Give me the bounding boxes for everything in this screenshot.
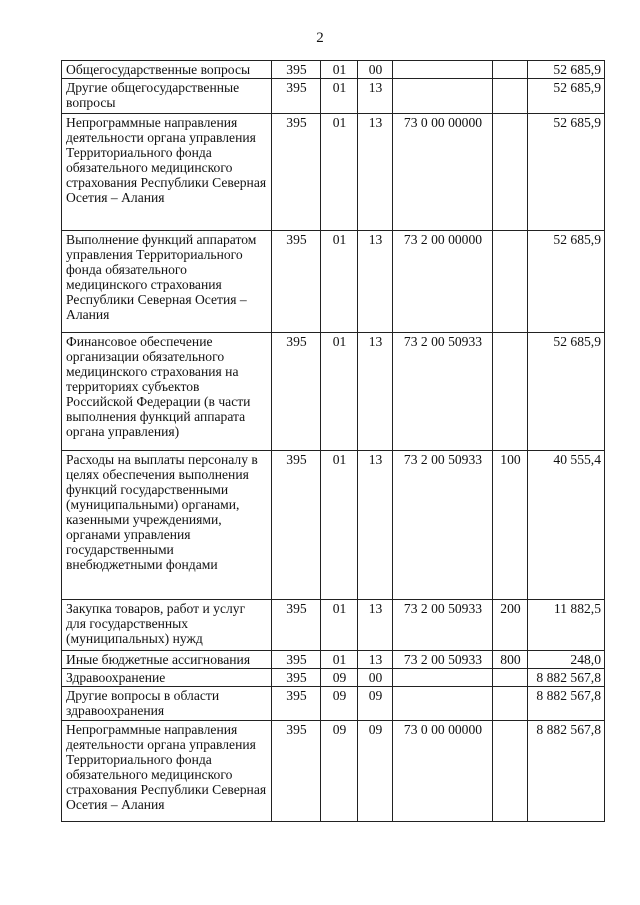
amount-cell: 52 685,9 [528, 114, 605, 231]
grbs-code-cell: 395 [272, 61, 321, 79]
expense-type-cell [493, 687, 528, 721]
expense-name-cell: Иные бюджетные ассигнования [62, 651, 272, 669]
grbs-code-cell: 395 [272, 231, 321, 333]
subsection-code-cell: 13 [358, 600, 393, 651]
expense-name-cell: Выполнение функций аппаратом управления Территориального фонда обязательного медицинского страхования Республики Северная Осетия – Алания [62, 231, 272, 333]
table-row [62, 79, 605, 114]
expense-type-cell: 800 [493, 651, 528, 669]
target-article-cell [393, 61, 493, 79]
subsection-code-cell: 09 [358, 721, 393, 822]
amount-cell: 52 685,9 [528, 333, 605, 451]
expense-type-cell [493, 333, 528, 451]
amount-cell: 8 882 567,8 [528, 669, 605, 687]
page-number: 2 [316, 30, 324, 46]
section-code-cell: 09 [321, 669, 358, 687]
subsection-code-cell: 13 [358, 114, 393, 231]
table-row [62, 651, 605, 669]
expense-name-cell: Финансовое обеспечение организации обязательного медицинского страхования на территориях субъектов Российской Федерации (в части выполнения функций аппарата органа управления) [62, 333, 272, 451]
expense-name-cell: Другие общегосударственные вопросы [62, 79, 272, 114]
expense-name-cell: Непрограммные направления деятельности органа управления Территориального фонда обязательного медицинского страхования Республики Северная Осетия – Алания [62, 114, 272, 231]
section-code-cell: 09 [321, 687, 358, 721]
expense-type-cell [493, 79, 528, 114]
target-article-cell [393, 687, 493, 721]
expense-name-cell: Непрограммные направления деятельности органа управления Территориального фонда обязательного медицинского страхования Республики Северная Осетия – Алания [62, 721, 272, 822]
expense-name-cell: Расходы на выплаты персоналу в целях обеспечения выполнения функций государственными (муниципальными) органами, казенными учреждениями, органами управления государственными внебюджетными фондами [62, 451, 272, 600]
subsection-code-cell: 09 [358, 687, 393, 721]
table-row [62, 721, 605, 822]
subsection-code-cell: 13 [358, 451, 393, 600]
expense-type-cell [493, 669, 528, 687]
grbs-code-cell: 395 [272, 114, 321, 231]
table-row [62, 333, 605, 451]
section-code-cell: 01 [321, 79, 358, 114]
table-row [62, 114, 605, 231]
expense-name-cell: Другие вопросы в области здравоохранения [62, 687, 272, 721]
amount-cell: 52 685,9 [528, 61, 605, 79]
section-code-cell: 09 [321, 721, 358, 822]
grbs-code-cell: 395 [272, 721, 321, 822]
table-row [62, 231, 605, 333]
target-article-cell: 73 2 00 50933 [393, 651, 493, 669]
table-row [62, 669, 605, 687]
expense-type-cell [493, 231, 528, 333]
expense-type-cell [493, 114, 528, 231]
target-article-cell: 73 2 00 50933 [393, 451, 493, 600]
amount-cell: 11 882,5 [528, 600, 605, 651]
table-row [62, 451, 605, 600]
section-code-cell: 01 [321, 651, 358, 669]
budget-expenditure-table [61, 60, 605, 822]
section-code-cell: 01 [321, 114, 358, 231]
amount-cell: 248,0 [528, 651, 605, 669]
target-article-cell [393, 79, 493, 114]
subsection-code-cell: 00 [358, 61, 393, 79]
section-code-cell: 01 [321, 61, 358, 79]
amount-cell: 8 882 567,8 [528, 721, 605, 822]
amount-cell: 40 555,4 [528, 451, 605, 600]
subsection-code-cell: 13 [358, 79, 393, 114]
expense-name-cell: Закупка товаров, работ и услуг для государственных (муниципальных) нужд [62, 600, 272, 651]
grbs-code-cell: 395 [272, 333, 321, 451]
expense-name-cell: Общегосударственные вопросы [62, 61, 272, 79]
grbs-code-cell: 395 [272, 79, 321, 114]
target-article-cell: 73 2 00 50933 [393, 333, 493, 451]
expense-name-cell: Здравоохранение [62, 669, 272, 687]
grbs-code-cell: 395 [272, 687, 321, 721]
target-article-cell: 73 0 00 00000 [393, 114, 493, 231]
target-article-cell [393, 669, 493, 687]
target-article-cell: 73 2 00 50933 [393, 600, 493, 651]
expense-type-cell: 200 [493, 600, 528, 651]
target-article-cell: 73 2 00 00000 [393, 231, 493, 333]
expense-type-cell: 100 [493, 451, 528, 600]
expense-type-cell [493, 721, 528, 822]
section-code-cell: 01 [321, 451, 358, 600]
subsection-code-cell: 13 [358, 231, 393, 333]
subsection-code-cell: 00 [358, 669, 393, 687]
table-row [62, 687, 605, 721]
grbs-code-cell: 395 [272, 451, 321, 600]
grbs-code-cell: 395 [272, 600, 321, 651]
target-article-cell: 73 0 00 00000 [393, 721, 493, 822]
table-row [62, 61, 605, 79]
expense-type-cell [493, 61, 528, 79]
grbs-code-cell: 395 [272, 669, 321, 687]
amount-cell: 52 685,9 [528, 79, 605, 114]
amount-cell: 52 685,9 [528, 231, 605, 333]
section-code-cell: 01 [321, 333, 358, 451]
grbs-code-cell: 395 [272, 651, 321, 669]
section-code-cell: 01 [321, 600, 358, 651]
subsection-code-cell: 13 [358, 651, 393, 669]
subsection-code-cell: 13 [358, 333, 393, 451]
table-row [62, 600, 605, 651]
section-code-cell: 01 [321, 231, 358, 333]
amount-cell: 8 882 567,8 [528, 687, 605, 721]
